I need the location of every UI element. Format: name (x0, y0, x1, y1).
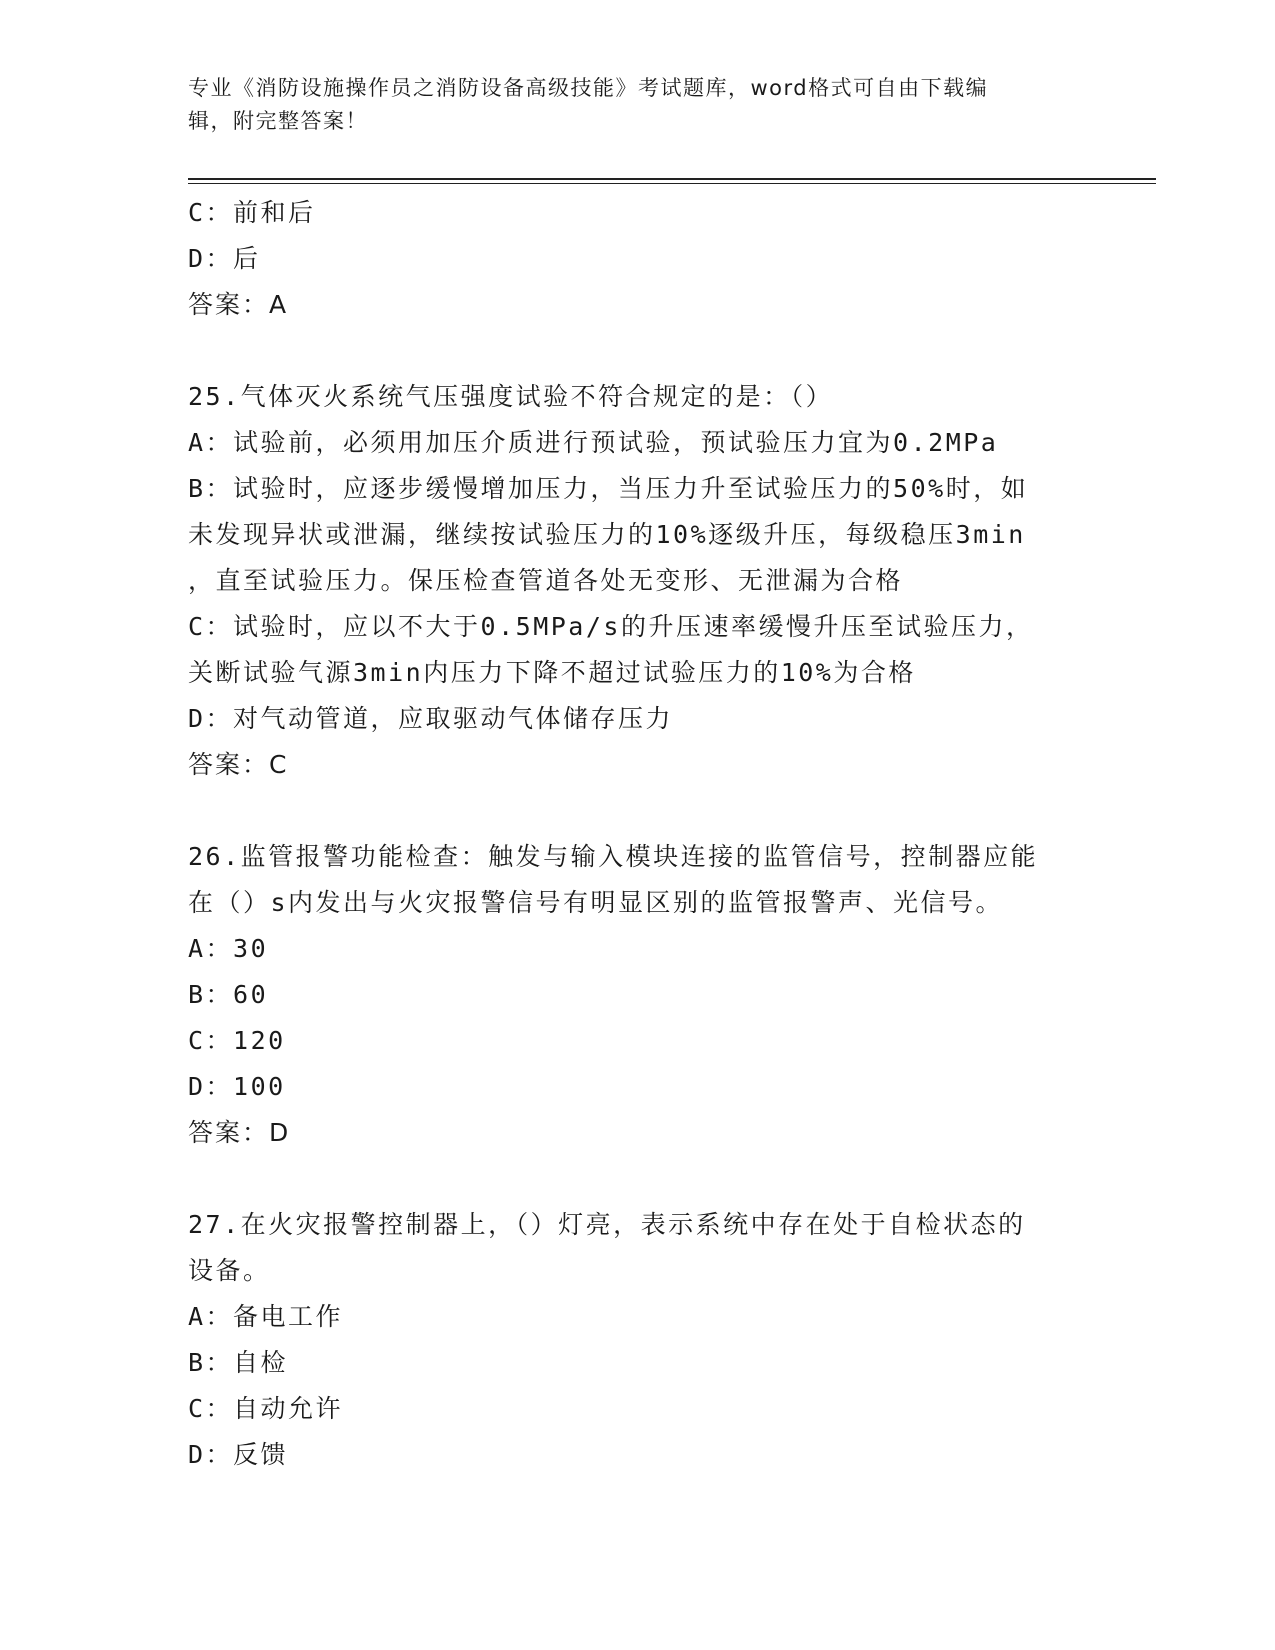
header-rule-thin (188, 183, 1156, 184)
option-a: A：30 (188, 934, 269, 963)
option-a: A：试验前，必须用加压介质进行预试验，预试验压力宜为0.2MPa (188, 428, 999, 457)
option-b-cont: 未发现异状或泄漏，继续按试验压力的10%逐级升压，每级稳压3min (188, 520, 1026, 549)
question-27 (188, 1202, 1088, 1478)
question-25 (188, 374, 1088, 788)
question-26 (188, 834, 1088, 1156)
prev-question (188, 190, 1088, 328)
question-list (188, 190, 1088, 1478)
answer-line: 答案：D (188, 1118, 291, 1147)
option-b: B：试验时，应逐步缓慢增加压力，当压力升至试验压力的50%时，如 (188, 474, 1029, 503)
header-line-2: 辑，附完整答案！ (188, 109, 368, 133)
answer-line: 答案：C (188, 750, 289, 779)
option-c: C：120 (188, 1026, 286, 1055)
document-header (188, 72, 1088, 138)
option-c-cont: 关断试验气源3min内压力下降不超过试验压力的10%为合格 (188, 658, 916, 687)
spacer (188, 788, 1088, 834)
option-d: D：100 (188, 1072, 286, 1101)
question-text-cont: 在（）s内发出与火灾报警信号有明显区别的监管报警声、光信号。 (188, 888, 1004, 917)
spacer (188, 328, 1088, 374)
option-c: C：自动允许 (188, 1394, 344, 1423)
option-b: B：60 (188, 980, 269, 1009)
question-text-cont: 设备。 (188, 1256, 271, 1285)
spacer (188, 1156, 1088, 1202)
question-text: 26.监管报警功能检查：触发与输入模块连接的监管信号，控制器应能 (188, 842, 1039, 871)
option-b: B：自检 (188, 1348, 289, 1377)
answer-line: 答案：A (188, 290, 289, 319)
option-d: D：后 (188, 244, 261, 273)
question-text: 27.在火灾报警控制器上，（）灯亮，表示系统中存在处于自检状态的 (188, 1210, 1026, 1239)
header-rule-thick (188, 178, 1156, 180)
option-d: D：对气动管道，应取驱动气体储存压力 (188, 704, 674, 733)
option-c: C：试验时，应以不大于0.5MPa/s的升压速率缓慢升压至试验压力， (188, 612, 1034, 641)
option-a: A：备电工作 (188, 1302, 344, 1331)
option-d: D：反馈 (188, 1440, 289, 1469)
question-text: 25.气体灭火系统气压强度试验不符合规定的是：（） (188, 382, 834, 411)
option-c: C：前和后 (188, 198, 316, 227)
header-line-1: 专业《消防设施操作员之消防设备高级技能》考试题库，word格式可自由下载编 (188, 76, 989, 100)
option-b-cont: ，直至试验压力。保压检查管道各处无变形、无泄漏为合格 (188, 566, 904, 595)
